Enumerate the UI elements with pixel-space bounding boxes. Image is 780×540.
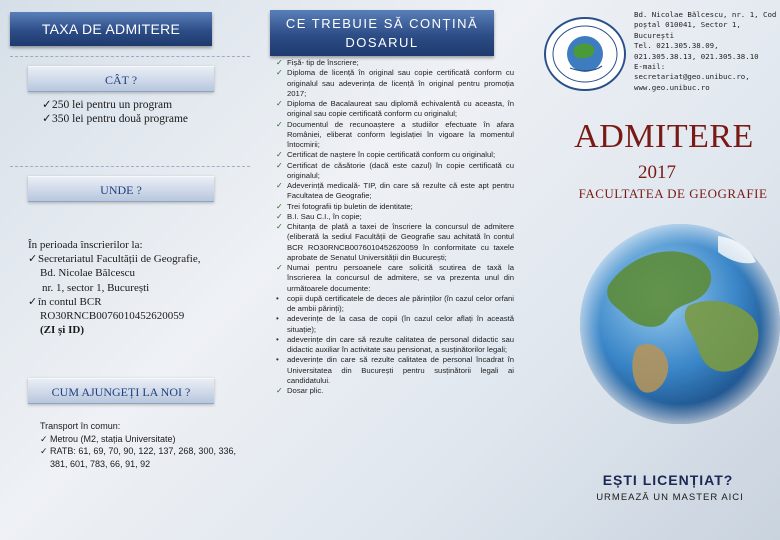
postal-address: Bd. Nicolae Bălcescu, nr. 1, Cod poștal 010041, Sector 1, București: [634, 10, 777, 40]
checkmark-icon: ✓: [276, 201, 283, 211]
fee-list: [42, 98, 222, 126]
document-item-text: Fișă- tip de înscriere;: [287, 58, 359, 67]
checkmark-icon: ✓: [276, 160, 283, 170]
faculty-logo-icon: [540, 14, 630, 94]
document-item-text: copii după certificatele de deces ale părinților (în cazul celor orfani de ambii părinți);: [287, 293, 514, 313]
document-item-text: adeverințe din care să rezulte calitatea de personal încadrat în Universitatea din București pentru susținătorii legali ai candidatului.: [287, 355, 514, 385]
transport-intro: Transport în comun:: [40, 421, 121, 431]
document-item: [276, 314, 514, 335]
where-intro: În perioada înscrierilor la:: [28, 239, 143, 251]
document-item: [276, 202, 514, 212]
contact-address: [634, 10, 780, 93]
checkmark-icon: ✓: [276, 119, 283, 129]
document-item-text: Dosar plic.: [287, 386, 324, 395]
left-panel: [0, 0, 262, 540]
transport-item: ✓ RATB: 61, 69, 70, 90, 122, 137, 268, 300, 336, 381, 601, 783, 66, 91, 92: [40, 446, 236, 469]
document-item-text: adeverințe din care să rezulte calitatea de personal didactic sau didactic auxiliar în activitate sau pensionat, a susținătorilor legali;: [287, 334, 514, 354]
where-section-header: UNDE ?: [28, 176, 214, 202]
document-item-text: Certificat de naștere în copie certificată conform cu originalul;: [287, 150, 496, 160]
checkmark-icon: ✓: [276, 222, 283, 231]
document-item: [276, 120, 514, 151]
document-item-text: Chitanța de plată a taxei de înscriere la concursul de admitere (eliberată la sediul Facultății de Geografie sau achitată în contul BCR RO30RNCB0076010452620059 în conformitate cu taxele aprobate de Senatul Universității din București;: [287, 222, 514, 262]
document-item-text: Certificat de căsătorie (dacă este cazul) în copie certificată cu originalul;: [287, 160, 514, 180]
admission-year: 2017: [638, 162, 676, 183]
checkmark-icon: ✓: [42, 113, 52, 125]
checkmark-icon: ✓: [42, 99, 52, 111]
document-item: [276, 161, 514, 182]
cta-subheading: URMEAZĂ UN MASTER AICI: [596, 492, 744, 503]
document-item: [276, 263, 514, 294]
cta-heading: EȘTI LICENȚIAT?: [602, 472, 734, 488]
checkmark-icon: ✓: [276, 99, 283, 108]
document-item: [276, 68, 514, 99]
right-panel: [520, 0, 780, 540]
document-item: [276, 294, 514, 315]
fee-item: ✓ 350 lei pentru două programe: [42, 113, 189, 125]
checkmark-icon: ✓: [40, 433, 48, 444]
fee-item: ✓ 250 lei pentru un program: [42, 99, 173, 111]
document-item-text: adeverințe de la casa de copii (în cazul celor aflați în această situație);: [287, 314, 514, 334]
document-item-text: Numai pentru persoanele care solicită scutirea de taxă la înscrierea la concursul de admitere, se va prezenta unul din următoarele documente:: [287, 263, 514, 293]
document-list: [276, 58, 514, 396]
phone-numbers: Tel. 021.305.38.09, 021.305.38.13, 021.305.38.10: [634, 41, 759, 61]
address-line: Bd. Nicolae Bălcescu: [40, 267, 135, 280]
bullet-icon: •: [276, 355, 279, 365]
document-item: [276, 99, 514, 120]
checkmark-icon: ✓: [276, 68, 283, 78]
divider: [10, 166, 250, 167]
checkmark-icon: ✓: [28, 295, 38, 308]
document-item: [276, 222, 514, 263]
document-item: [276, 58, 514, 68]
document-item: [276, 355, 514, 386]
bullet-icon: •: [276, 314, 279, 324]
checkmark-icon: ✓: [276, 181, 283, 190]
document-item-text: B.I. Sau C.I., în copie;: [287, 211, 362, 221]
directions-section-header: CUM AJUNGEȚI LA NOI ?: [28, 378, 214, 404]
document-item-text: Documentul de recunoaștere a studiilor efectuate în afara României, eliberat conform legislației în vigoare la momentul întocmirii;: [287, 119, 514, 149]
document-item: [276, 181, 514, 202]
where-item: ✓în contul BCR: [28, 295, 102, 308]
bank-account: RO30RNCB0076010452620059: [40, 310, 185, 323]
fee-title-banner: TAXA DE ADMITERE: [10, 12, 212, 46]
checkmark-icon: ✓: [276, 150, 283, 160]
bullet-icon: •: [276, 293, 279, 303]
document-item: [276, 212, 514, 222]
email-website: E-mail: secretariat@geo.unibuc.ro, www.geo.unibuc.ro: [634, 62, 750, 92]
checkmark-icon: ✓: [276, 211, 283, 221]
address-line: nr. 1, sector 1, București: [42, 281, 150, 294]
document-item-text: Adeverință medicală- TIP, din care să rezulte că este apt pentru Facultatea de Geografie;: [287, 181, 514, 201]
bullet-icon: •: [276, 334, 279, 344]
transport-info: [40, 420, 240, 470]
checkmark-icon: ✓: [276, 263, 283, 272]
transport-item: ✓ Metrou (M2, stația Universitate): [40, 433, 176, 444]
faculty-name: FACULTATEA DE GEOGRAFIE: [578, 186, 768, 201]
document-item-text: Trei fotografii tip buletin de identitate;: [287, 201, 413, 211]
where-details: [28, 238, 258, 337]
admission-heading: ADMITERE: [574, 118, 754, 155]
document-item: [276, 150, 514, 160]
document-item-text: Diploma de licență în original sau copie certificată conform cu originalul sau adeverința de licență în original pentru promoția 2017;: [287, 68, 514, 98]
cost-section-header: CÂT ?: [28, 66, 214, 92]
where-item: ✓Secretariatul Facultății de Geografie,: [28, 253, 201, 266]
checkmark-icon: ✓: [276, 58, 283, 67]
document-item-text: Diploma de Bacalaureat sau diplomă echivalentă cu aceasta, în original sau copie certificată conform cu originalul;: [287, 99, 514, 119]
checkmark-icon: ✓: [40, 446, 48, 457]
account-note: (ZI și ID): [40, 324, 85, 337]
divider: [10, 56, 250, 57]
middle-panel: [262, 0, 520, 540]
dossier-title-banner: CE TREBUIE SĂ CONȚINĂ DOSARUL: [270, 10, 494, 56]
checkmark-icon: ✓: [28, 253, 38, 266]
checkmark-icon: ✓: [276, 386, 283, 395]
document-item: [276, 386, 514, 396]
document-item: [276, 335, 514, 356]
